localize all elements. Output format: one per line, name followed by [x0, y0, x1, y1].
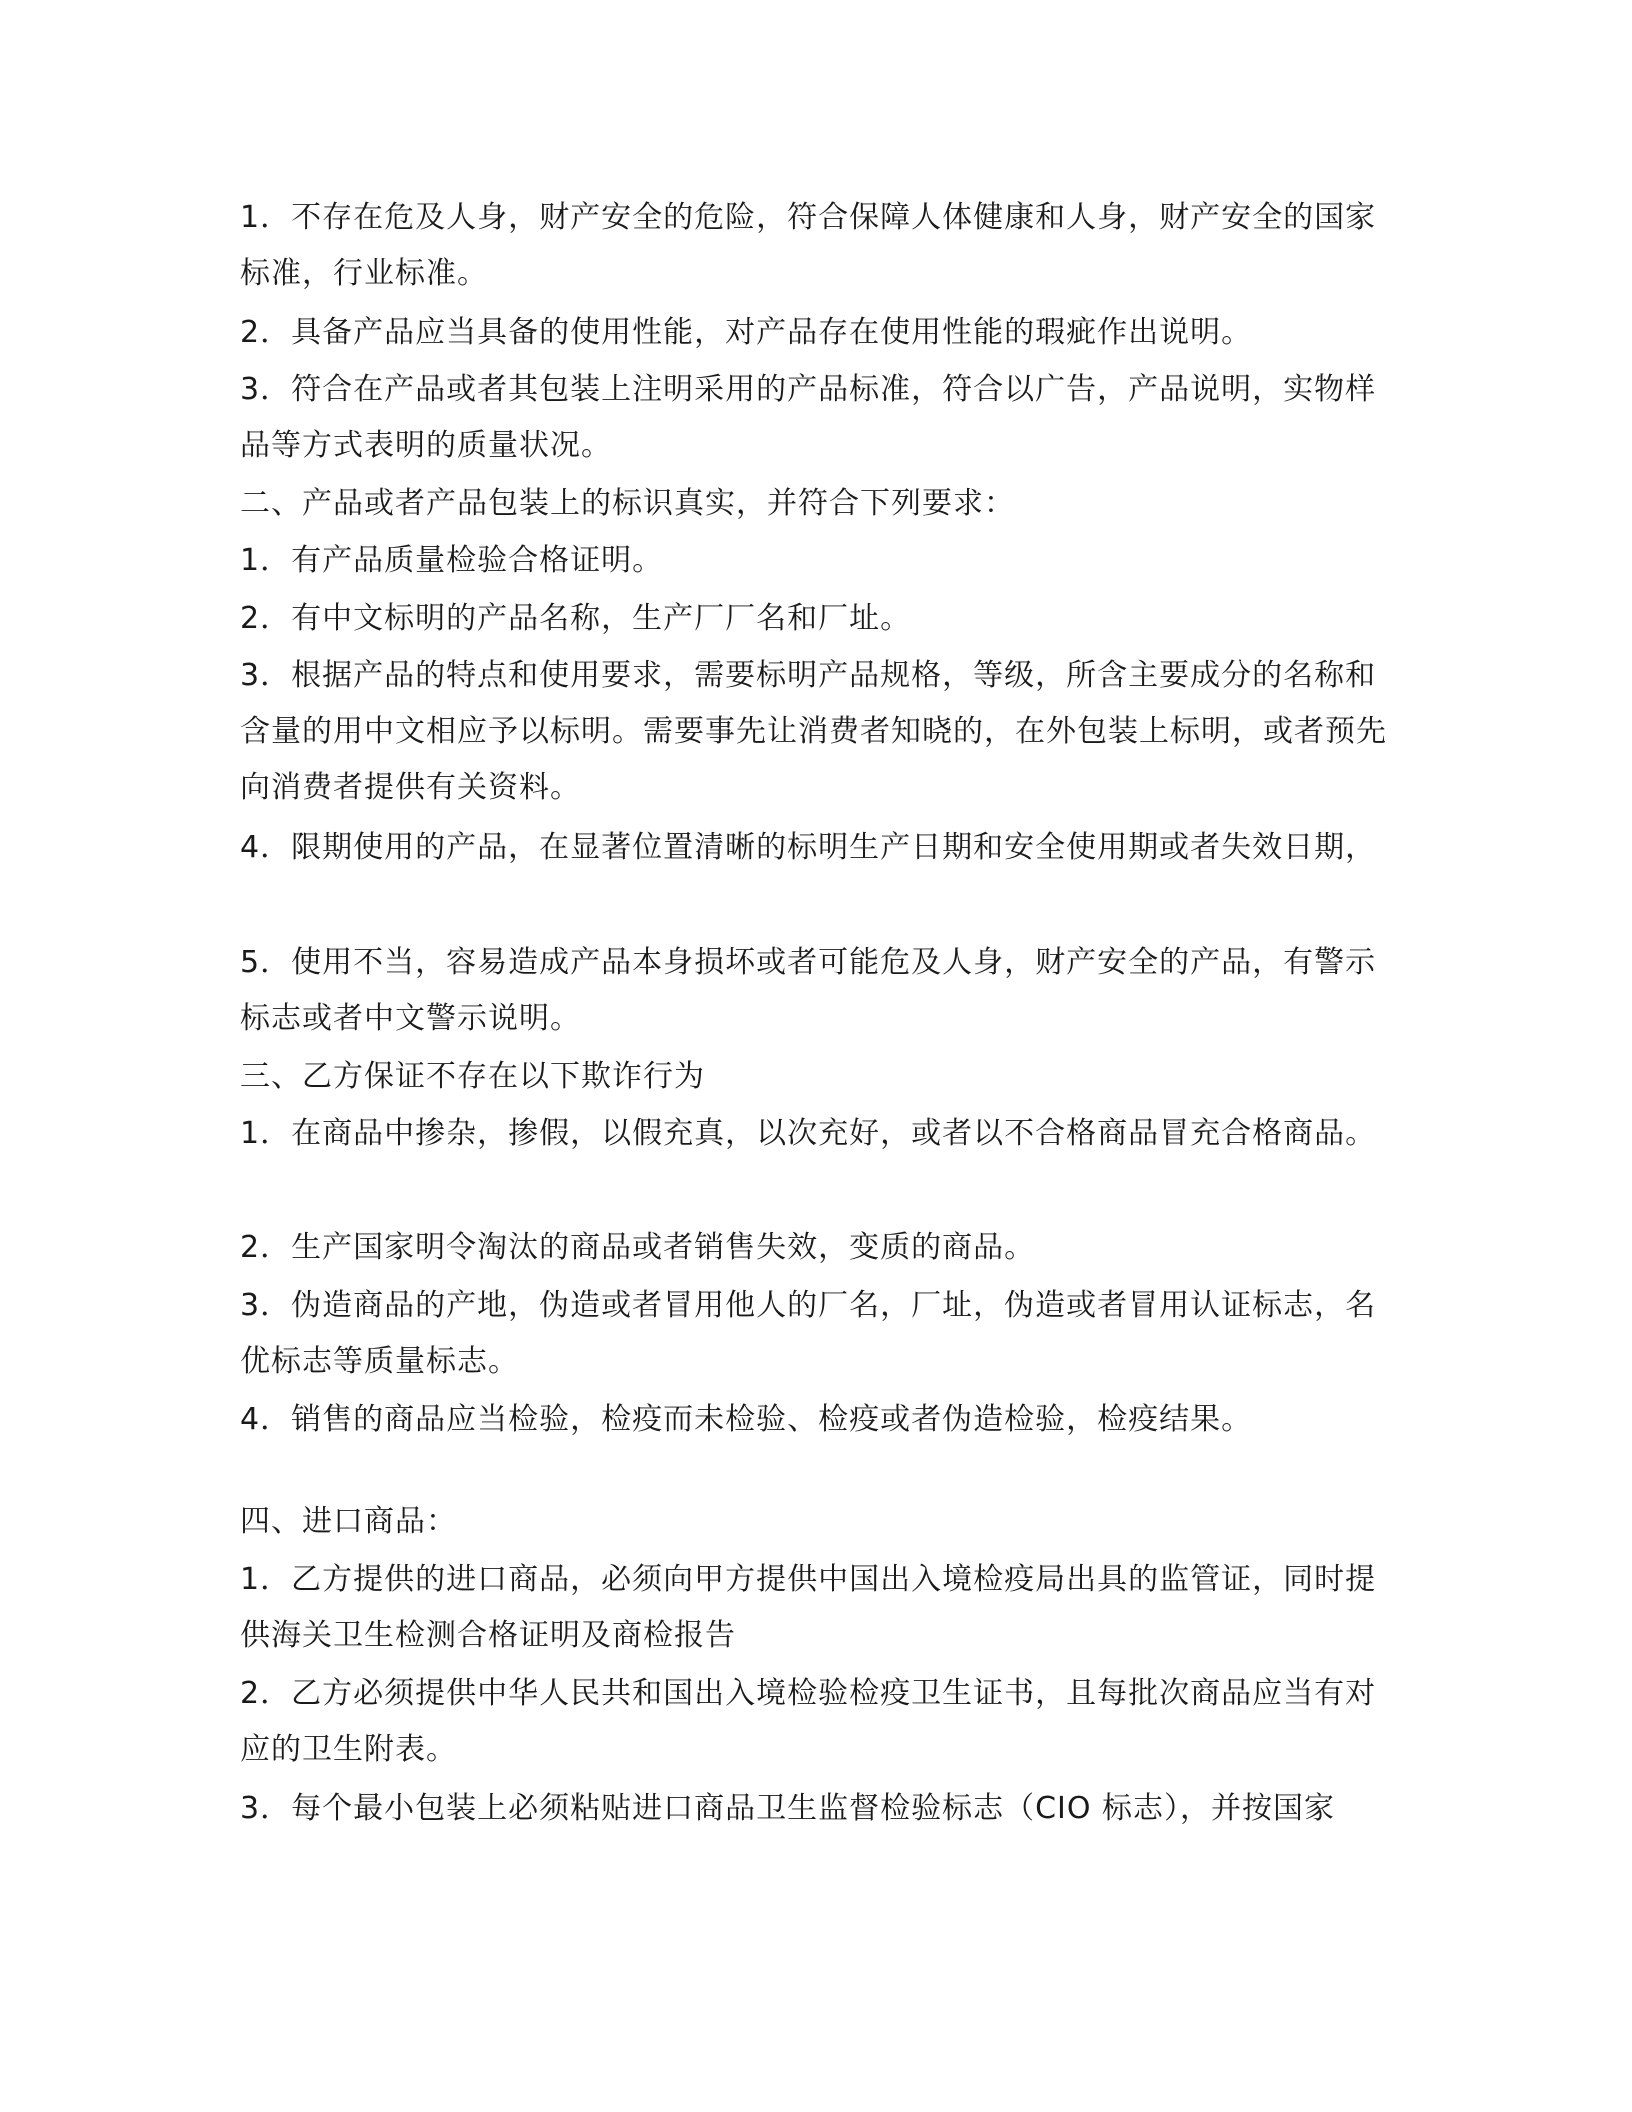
paragraph-4-2: 2．乙方必须提供中华人民共和国出入境检验检疫卫生证书，且每批次商品应当有对应的卫生附表。 — [240, 1676, 1377, 1767]
paragraph-2-3: 3．根据产品的特点和使用要求，需要标明产品规格，等级，所含主要成分的名称和含量的用中文相应予以标明。需要事先让消费者知晓的，在外包装上标明，或者预先向消费者提供有关资料。 — [240, 658, 1387, 805]
paragraph-1-1: 1．不存在危及人身，财产安全的危险，符合保障人体健康和人身，财产安全的国家标准，行业标准。 — [240, 200, 1377, 291]
section-heading-3: 三、乙方保证不存在以下欺诈行为 — [240, 1059, 705, 1094]
paragraph-3-3: 3．伪造商品的产地，伪造或者冒用他人的厂名，厂址，伪造或者冒用认证标志，名优标志等质量标志。 — [240, 1288, 1377, 1379]
paragraph-4-3: 3．每个最小包装上必须粘贴进口商品卫生监督检验标志（CIO 标志），并按国家 — [240, 1791, 1336, 1826]
section-heading-4: 四、进口商品： — [240, 1504, 457, 1539]
paragraph-2-2: 2．有中文标明的产品名称，生产厂厂名和厂址。 — [240, 601, 912, 636]
paragraph-2-1: 1．有产品质量检验合格证明。 — [240, 543, 664, 578]
paragraph-3-1: 1．在商品中掺杂，掺假，以假充真，以次充好，或者以不合格商品冒充合格商品。 — [240, 1116, 1377, 1151]
paragraph-2-4: 4．限期使用的产品，在显著位置清晰的标明生产日期和安全使用期或者失效日期， — [240, 830, 1377, 865]
paragraph-3-2: 2．生产国家明令淘汰的商品或者销售失效，变质的商品。 — [240, 1230, 1036, 1265]
section-heading-2: 二、产品或者产品包装上的标识真实，并符合下列要求： — [240, 486, 1015, 521]
paragraph-3-4: 4．销售的商品应当检验，检疫而未检验、检疫或者伪造检验，检疫结果。 — [240, 1402, 1253, 1437]
paragraph-1-3: 3．符合在产品或者其包装上注明采用的产品标准，符合以广告，产品说明，实物样品等方式表明的质量状况。 — [240, 372, 1377, 463]
paragraph-1-2: 2．具备产品应当具备的使用性能，对产品存在使用性能的瑕疵作出说明。 — [240, 315, 1253, 350]
paragraph-4-1: 1．乙方提供的进口商品，必须向甲方提供中国出入境检疫局出具的监管证，同时提供海关卫生检测合格证明及商检报告 — [240, 1562, 1377, 1653]
paragraph-2-5: 5．使用不当，容易造成产品本身损坏或者可能危及人身，财产安全的产品，有警示标志或者中文警示说明。 — [240, 945, 1377, 1036]
